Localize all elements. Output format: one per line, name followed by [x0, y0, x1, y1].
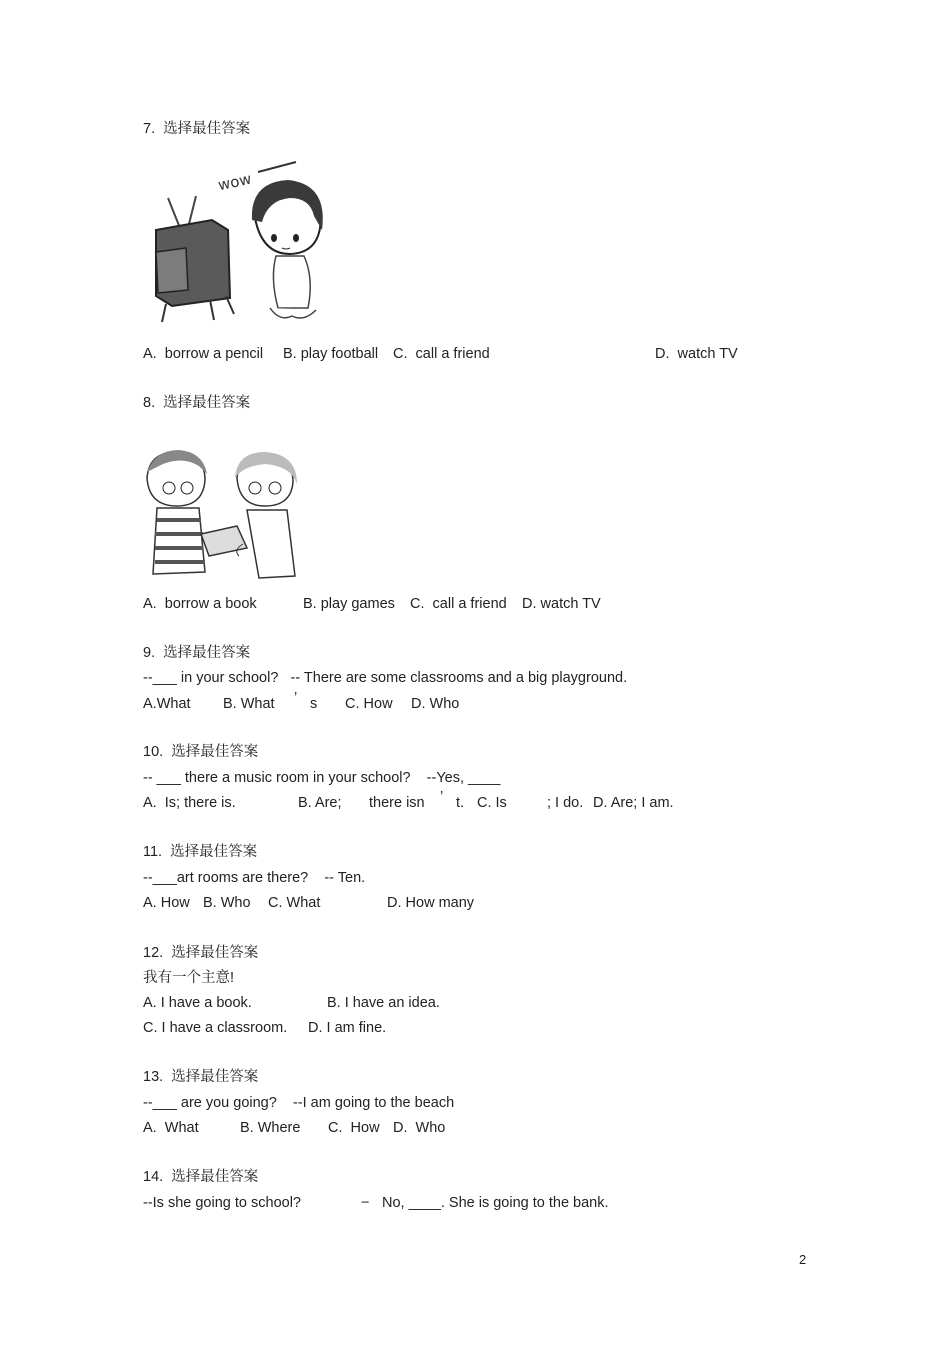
q8-option-b: B. play games	[303, 596, 395, 612]
q13-title: 13. 选择最佳答案	[143, 1069, 259, 1085]
q12-option-c: C. I have a classroom.	[143, 1020, 288, 1036]
q11-option-c: C. What	[268, 895, 321, 911]
q10-option-b-t: t.	[456, 795, 465, 811]
q10-title: 10. 选择最佳答案	[143, 744, 259, 760]
q8-option-c: C. call a friend	[410, 596, 507, 612]
q10-option-a: A. Is; there is.	[143, 795, 236, 811]
q14-title: 14. 选择最佳答案	[143, 1169, 259, 1185]
q12-option-d: D. I am fine.	[308, 1020, 387, 1036]
q13-option-d: D. Who	[393, 1120, 446, 1136]
q9-option-d: D. Who	[411, 696, 460, 712]
q13-option-a: A. What	[143, 1120, 199, 1136]
q7-title: 7. 选择最佳答案	[143, 121, 251, 137]
q11-option-b: B. Who	[203, 895, 251, 911]
q11-question: --___art rooms are there? -- Ten.	[143, 870, 366, 886]
q10-apostrophe: ’	[440, 789, 444, 805]
q7-option-d: D. watch TV	[655, 346, 738, 362]
q7-option-b: B. play football	[283, 346, 379, 362]
q10-option-c: C. Is	[477, 795, 507, 811]
page-number: 2	[799, 1252, 807, 1267]
q8-option-a: A. borrow a book	[143, 596, 257, 612]
q9-question: --___ in your school? -- There are some classrooms and a big playground.	[143, 670, 628, 686]
q9-option-b: B. What	[223, 696, 275, 712]
q8-option-d: D. watch TV	[522, 596, 601, 612]
q13-question: --___ are you going? --I am going to the beach	[143, 1095, 455, 1111]
q11-option-d: D. How many	[387, 895, 475, 911]
q10-option-c-text: ; I do.	[547, 795, 584, 811]
q10-option-b: B. Are;	[298, 795, 342, 811]
q12-option-a: A. I have a book.	[143, 995, 252, 1011]
q12-option-b: B. I have an idea.	[327, 995, 440, 1011]
q11-title: 11. 选择最佳答案	[143, 844, 258, 860]
q12-question: 我有一个主意!	[143, 970, 235, 986]
q10-option-d: D. Are; I am.	[593, 795, 674, 811]
q9-option-c: C. How	[345, 696, 393, 712]
q14-question: --Is she going to school?	[143, 1195, 301, 1211]
q9-option-a: A.What	[143, 696, 191, 712]
q11-option-a: A. How	[143, 895, 190, 911]
q13-option-b: B. Where	[240, 1120, 301, 1136]
q7-option-a: A. borrow a pencil	[143, 346, 264, 362]
q14-answer: No, ____. She is going to the bank.	[382, 1195, 609, 1211]
q9-title: 9. 选择最佳答案	[143, 645, 251, 661]
wow-text: wow	[216, 169, 254, 195]
q10-option-b-text: there isn	[369, 795, 425, 811]
children-book-illustration	[143, 448, 303, 583]
q7-option-c: C. call a friend	[393, 346, 490, 362]
q8-title: 8. 选择最佳答案	[143, 395, 251, 411]
q12-title: 12. 选择最佳答案	[143, 945, 259, 961]
tv-boy-illustration	[150, 158, 335, 328]
q14-dash: −	[361, 1195, 370, 1211]
q9-option-b-s: s	[310, 696, 318, 712]
q9-apostrophe: ’	[294, 690, 298, 706]
q10-question: -- ___ there a music room in your school? --Yes, ____	[143, 770, 501, 786]
q13-option-c: C. How	[328, 1120, 380, 1136]
